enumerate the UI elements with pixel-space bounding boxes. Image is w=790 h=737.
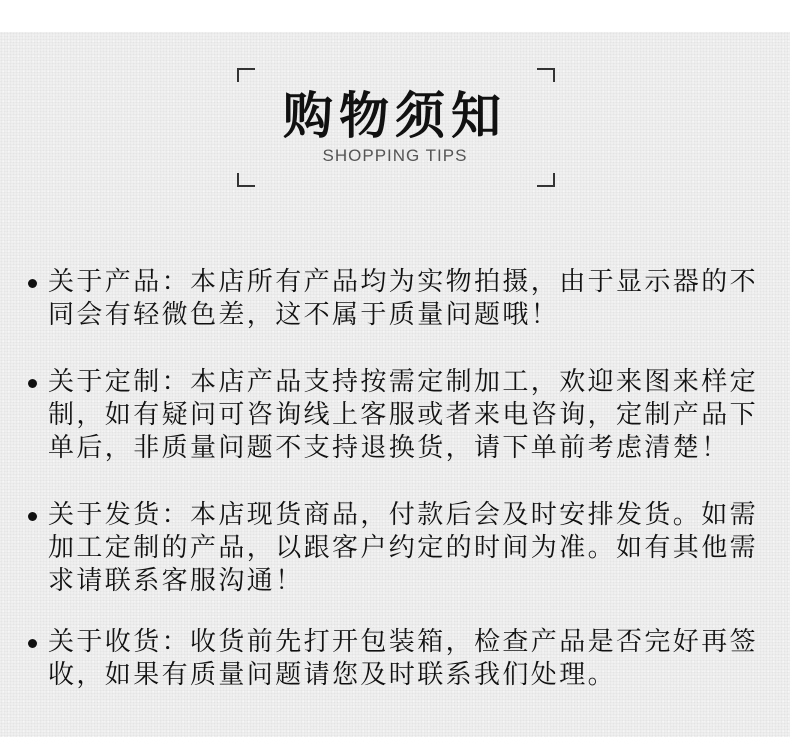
- corner-bracket-bottom-left: [237, 173, 255, 187]
- corner-bracket-top-left: [237, 68, 255, 82]
- text-line: 制，如有疑问可咨询线上客服或者来电咨询，定制产品下: [48, 400, 759, 430]
- bullet-icon: [28, 379, 37, 388]
- corner-bracket-bottom-right: [537, 173, 555, 187]
- text-line: 单后，非质量问题不支持退换货，请下单前考虑清楚！: [48, 433, 730, 463]
- bullet-icon: [28, 279, 37, 288]
- bullet-icon: [28, 639, 37, 648]
- text-line: 同会有轻微色差，这不属于质量问题哦！: [48, 300, 560, 330]
- section-product: [48, 266, 778, 332]
- section-receiving: [48, 626, 778, 692]
- page-title: 购物须知: [283, 87, 507, 145]
- text-line: 加工定制的产品，以跟客户约定的时间为准。如有其他需: [48, 533, 759, 563]
- page-subtitle: SHOPPING TIPS: [322, 146, 468, 165]
- bullet-icon: [28, 512, 37, 521]
- text-line: 收，如果有质量问题请您及时联系我们处理。: [48, 660, 617, 690]
- text-line: 关于产品：本店所有产品均为实物拍摄，由于显示器的不: [48, 267, 759, 297]
- section-customization: [48, 366, 778, 465]
- text-line: 关于发货：本店现货商品，付款后会及时安排发货。如需: [48, 500, 759, 530]
- section-shipping: [48, 499, 778, 598]
- text-line: 求请联系客服沟通！: [48, 566, 304, 596]
- corner-bracket-top-right: [537, 68, 555, 82]
- text-line: 关于定制：本店产品支持按需定制加工，欢迎来图来样定: [48, 367, 759, 397]
- text-line: 关于收货：收货前先打开包装箱，检查产品是否完好再签: [48, 627, 759, 657]
